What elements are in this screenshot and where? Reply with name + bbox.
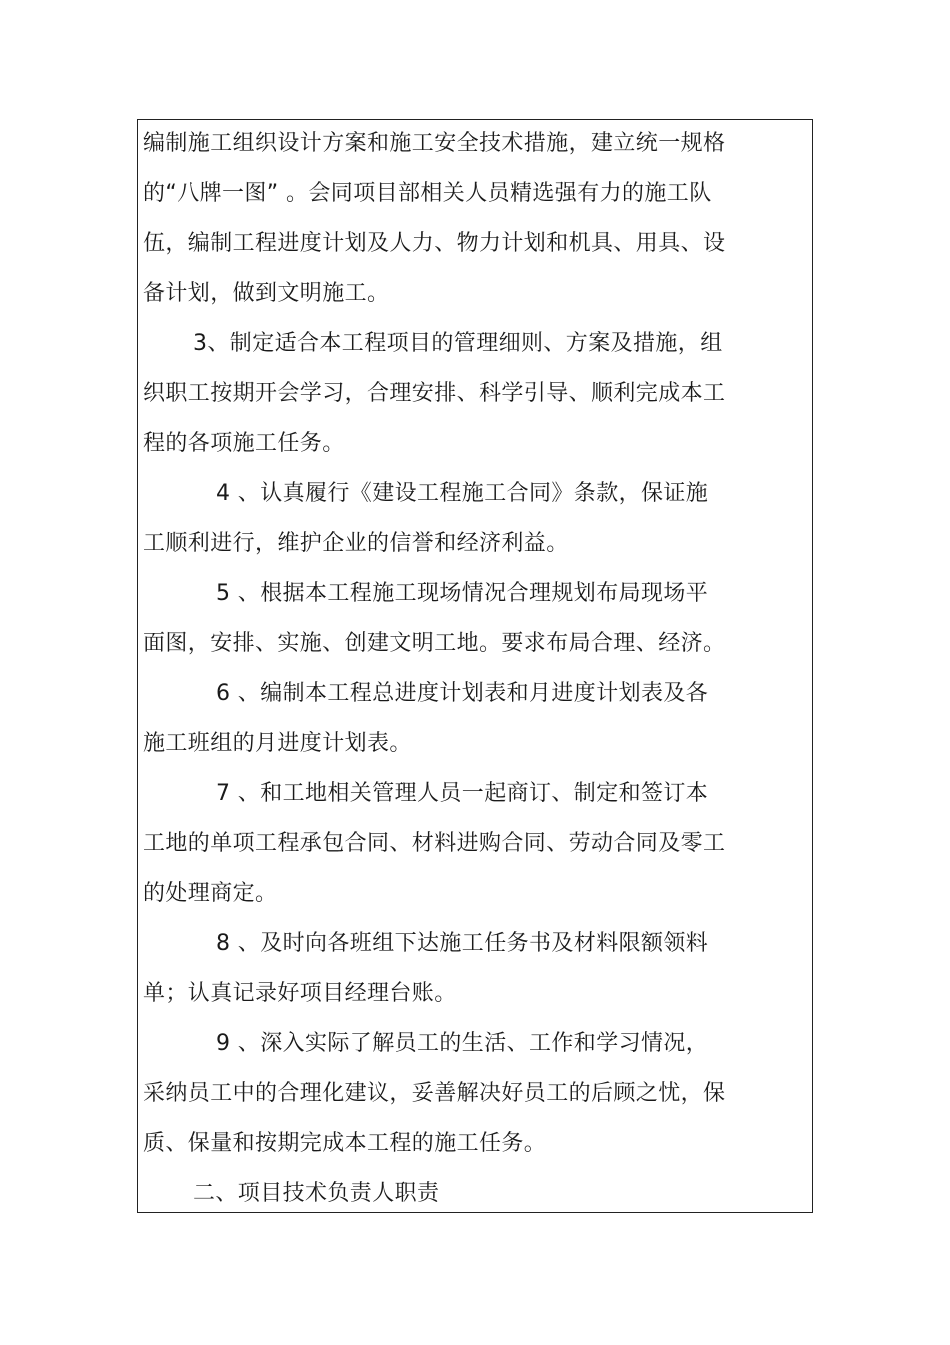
paragraph-line: 的“八牌一图” 。会同项目部相关人员精选强有力的施工队 — [143, 181, 712, 206]
section-heading: 二、项目技术负责人职责 — [193, 1181, 440, 1206]
paragraph-line: 织职工按期开会学习，合理安排、科学引导、顺利完成本工 — [143, 381, 726, 406]
paragraph-line: 面图，安排、实施、创建文明工地。要求布局合理、经济。 — [143, 631, 726, 656]
paragraph-line: 备计划，做到文明施工。 — [143, 281, 390, 306]
clause-7-line: 7 、和工地相关管理人员一起商订、制定和签订本 — [216, 781, 709, 806]
paragraph-line: 采纳员工中的合理化建议，妥善解决好员工的后顾之忧，保 — [143, 1081, 726, 1106]
clause-4-line: 4 、认真履行《建设工程施工合同》条款，保证施 — [216, 481, 709, 506]
paragraph-line: 工顺利进行，维护企业的信誉和经济利益。 — [143, 531, 569, 556]
clause-6-line: 6 、编制本工程总进度计划表和月进度计划表及各 — [216, 681, 709, 706]
paragraph-line: 质、保量和按期完成本工程的施工任务。 — [143, 1131, 547, 1156]
clause-9-line: 9 、深入实际了解员工的生活、工作和学习情况， — [216, 1031, 709, 1056]
clause-8-line: 8 、及时向各班组下达施工任务书及材料限额领料 — [216, 931, 709, 956]
paragraph-line: 程的各项施工任务。 — [143, 431, 345, 456]
clause-5-line: 5 、根据本工程施工现场情况合理规划布局现场平 — [216, 581, 709, 606]
paragraph-line: 的处理商定。 — [143, 881, 278, 906]
paragraph-line: 编制施工组织设计方案和施工安全技术措施，建立统一规格 — [143, 131, 726, 156]
paragraph-line: 工地的单项工程承包合同、材料进购合同、劳动合同及零工 — [143, 831, 726, 856]
clause-3-line: 3、制定适合本工程项目的管理细则、方案及措施，组 — [193, 331, 723, 356]
paragraph-line: 伍，编制工程进度计划及人力、物力计划和机具、用具、设 — [143, 231, 726, 256]
paragraph-line: 施工班组的月进度计划表。 — [143, 731, 412, 756]
paragraph-line: 单；认真记录好项目经理台账。 — [143, 981, 457, 1006]
